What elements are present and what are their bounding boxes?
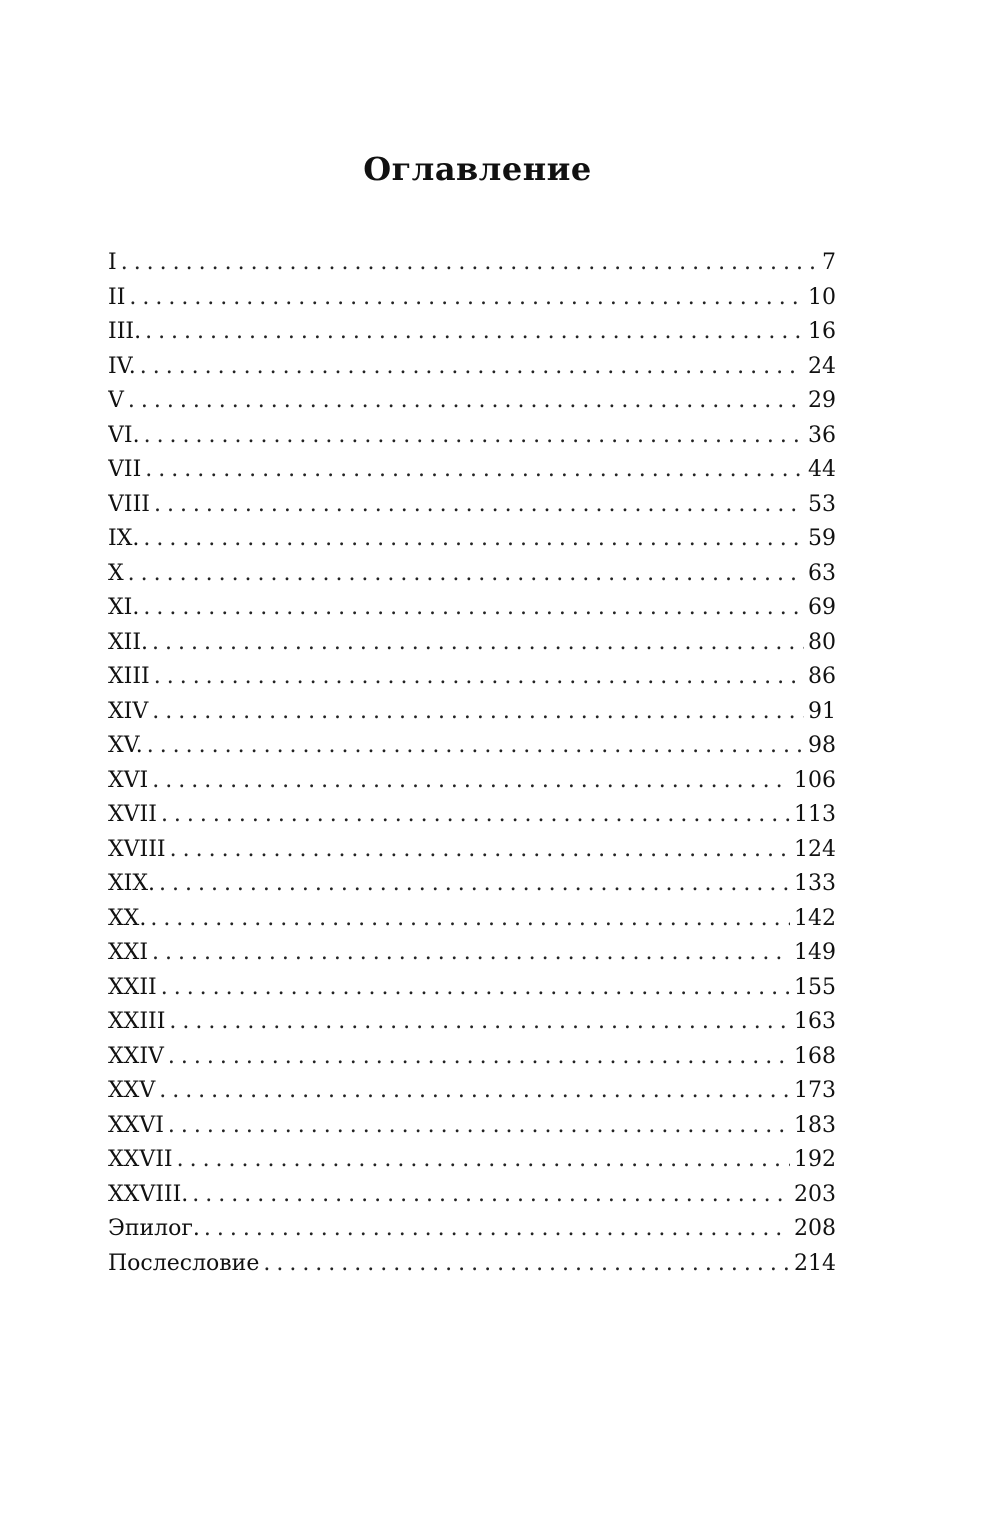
toc-entry-page-number: 203 [794, 1181, 836, 1207]
dot-leader [152, 695, 804, 730]
toc-entry-page-number: 98 [808, 733, 836, 758]
toc-entry-page-number: 133 [794, 871, 836, 896]
dot-leader [168, 1109, 790, 1144]
toc-entry-page-number: 7 [822, 250, 836, 275]
toc-entry [108, 453, 836, 488]
toc-entry-label: X [108, 560, 124, 586]
toc-entry-label: XXVIII. [108, 1181, 189, 1207]
dot-leader [140, 350, 804, 385]
toc-entry-page-number: 142 [794, 905, 836, 931]
toc-entry [108, 384, 836, 419]
toc-entry [108, 833, 836, 868]
toc-entry-page-number: 59 [808, 526, 836, 551]
toc-entry-page-number: 208 [794, 1216, 836, 1241]
toc-entry-label: XIV [108, 698, 149, 724]
toc-entry [108, 350, 836, 385]
toc-entry-label: XXI [108, 940, 149, 965]
dot-leader [204, 1212, 790, 1247]
dot-leader [128, 557, 804, 592]
dot-leader [143, 522, 804, 557]
toc-entry [108, 488, 836, 523]
toc-entry-label: VII [108, 457, 142, 482]
dot-leader [147, 729, 804, 764]
dot-leader [121, 246, 818, 281]
dot-leader [169, 1005, 790, 1040]
page-title: Оглавление [363, 150, 592, 188]
toc-entry-label: IV. [108, 353, 136, 379]
dot-leader [159, 1074, 790, 1109]
toc-entry-page-number: 91 [808, 698, 836, 724]
toc-entry-page-number: 106 [794, 767, 836, 793]
toc-entry [108, 315, 836, 350]
toc-entry-page-number: 53 [808, 491, 836, 517]
toc-entry-page-number: 113 [794, 802, 836, 827]
toc-entry-label: XII. [108, 629, 149, 655]
toc-entry-label: XI. [108, 595, 140, 620]
toc-entry [108, 1143, 836, 1178]
toc-entry [108, 1212, 836, 1247]
toc-entry-page-number: 163 [794, 1009, 836, 1034]
toc-entry-page-number: 183 [794, 1112, 836, 1138]
toc-entry [108, 591, 836, 626]
dot-leader [154, 660, 804, 695]
dot-leader [143, 591, 804, 626]
toc-entry-label: XXIII [108, 1009, 166, 1034]
dot-leader [161, 798, 790, 833]
toc-entry [108, 246, 836, 281]
toc-entry-label: XX. [108, 905, 147, 931]
toc-entry-page-number: 44 [808, 457, 836, 482]
toc-entry-page-number: 10 [808, 284, 836, 310]
toc-entry-page-number: 36 [808, 422, 836, 448]
toc-entry-label: XXIV [108, 1043, 164, 1069]
dot-leader [144, 419, 804, 454]
toc-entry [108, 798, 836, 833]
dot-leader [152, 936, 790, 971]
toc-entry-label: V [108, 388, 124, 413]
toc-entry [108, 902, 836, 937]
dot-leader [145, 453, 804, 488]
toc-entry [108, 660, 836, 695]
toc-entry [108, 1109, 836, 1144]
toc-entry-page-number: 149 [794, 940, 836, 965]
toc-entry-label: XV. [108, 733, 143, 758]
toc-entry-label: XIX. [108, 871, 156, 896]
toc-entry-label: III. [108, 319, 142, 344]
toc-entry-page-number: 173 [794, 1078, 836, 1103]
toc-entry-label: Послесловие [108, 1250, 260, 1276]
toc-entry-label: IX. [108, 526, 140, 551]
toc-entry-label: Эпилог. [108, 1216, 200, 1241]
dot-leader [154, 488, 804, 523]
toc-entry-label: VI. [108, 422, 140, 448]
toc-entry-label: XVI [108, 767, 149, 793]
toc-entry [108, 626, 836, 661]
dot-leader [192, 1178, 790, 1213]
toc-entry [108, 281, 836, 316]
toc-entry [108, 764, 836, 799]
toc-entry-page-number: 63 [808, 560, 836, 586]
toc-entry [108, 971, 836, 1006]
toc-entry-label: XXV [108, 1078, 156, 1103]
toc-entry-page-number: 192 [794, 1147, 836, 1172]
toc-entry-page-number: 214 [794, 1250, 836, 1276]
toc-entry-page-number: 155 [794, 974, 836, 1000]
dot-leader [150, 902, 790, 937]
dot-leader [177, 1143, 790, 1178]
dot-leader [128, 384, 804, 419]
dot-leader [152, 626, 804, 661]
toc-entry-label: XXVII [108, 1147, 173, 1172]
toc-entry [108, 1074, 836, 1109]
toc-entry [108, 1040, 836, 1075]
toc-entry-label: VIII [108, 491, 150, 517]
dot-leader [161, 971, 790, 1006]
toc-entry-label: XXVI [108, 1112, 164, 1138]
dot-leader [170, 833, 790, 868]
toc-entry-label: XIII [108, 664, 150, 689]
toc-entry [108, 1178, 836, 1213]
toc-entry-label: XVIII [108, 836, 166, 862]
dot-leader [168, 1040, 790, 1075]
toc-entry-label: I [108, 250, 117, 275]
toc-entry [108, 695, 836, 730]
toc-entry-page-number: 69 [808, 595, 836, 620]
toc-entry [108, 419, 836, 454]
toc-entry [108, 936, 836, 971]
toc-entry [108, 867, 836, 902]
toc-entry [108, 557, 836, 592]
dot-leader [152, 764, 790, 799]
dot-leader [159, 867, 790, 902]
table-of-contents [108, 246, 836, 1281]
dot-leader [263, 1247, 790, 1282]
toc-entry-page-number: 29 [808, 388, 836, 413]
dot-leader [145, 315, 804, 350]
toc-entry-page-number: 80 [808, 629, 836, 655]
toc-entry-label: II [108, 284, 126, 310]
toc-entry [108, 522, 836, 557]
toc-entry-page-number: 168 [794, 1043, 836, 1069]
dot-leader [129, 281, 804, 316]
toc-entry-label: XVII [108, 802, 157, 827]
toc-entry [108, 1005, 836, 1040]
toc-entry [108, 1247, 836, 1282]
toc-entry-page-number: 86 [808, 664, 836, 689]
toc-entry-page-number: 16 [808, 319, 836, 344]
toc-entry-page-number: 24 [808, 353, 836, 379]
toc-entry [108, 729, 836, 764]
toc-entry-page-number: 124 [794, 836, 836, 862]
toc-entry-label: XXII [108, 974, 157, 1000]
